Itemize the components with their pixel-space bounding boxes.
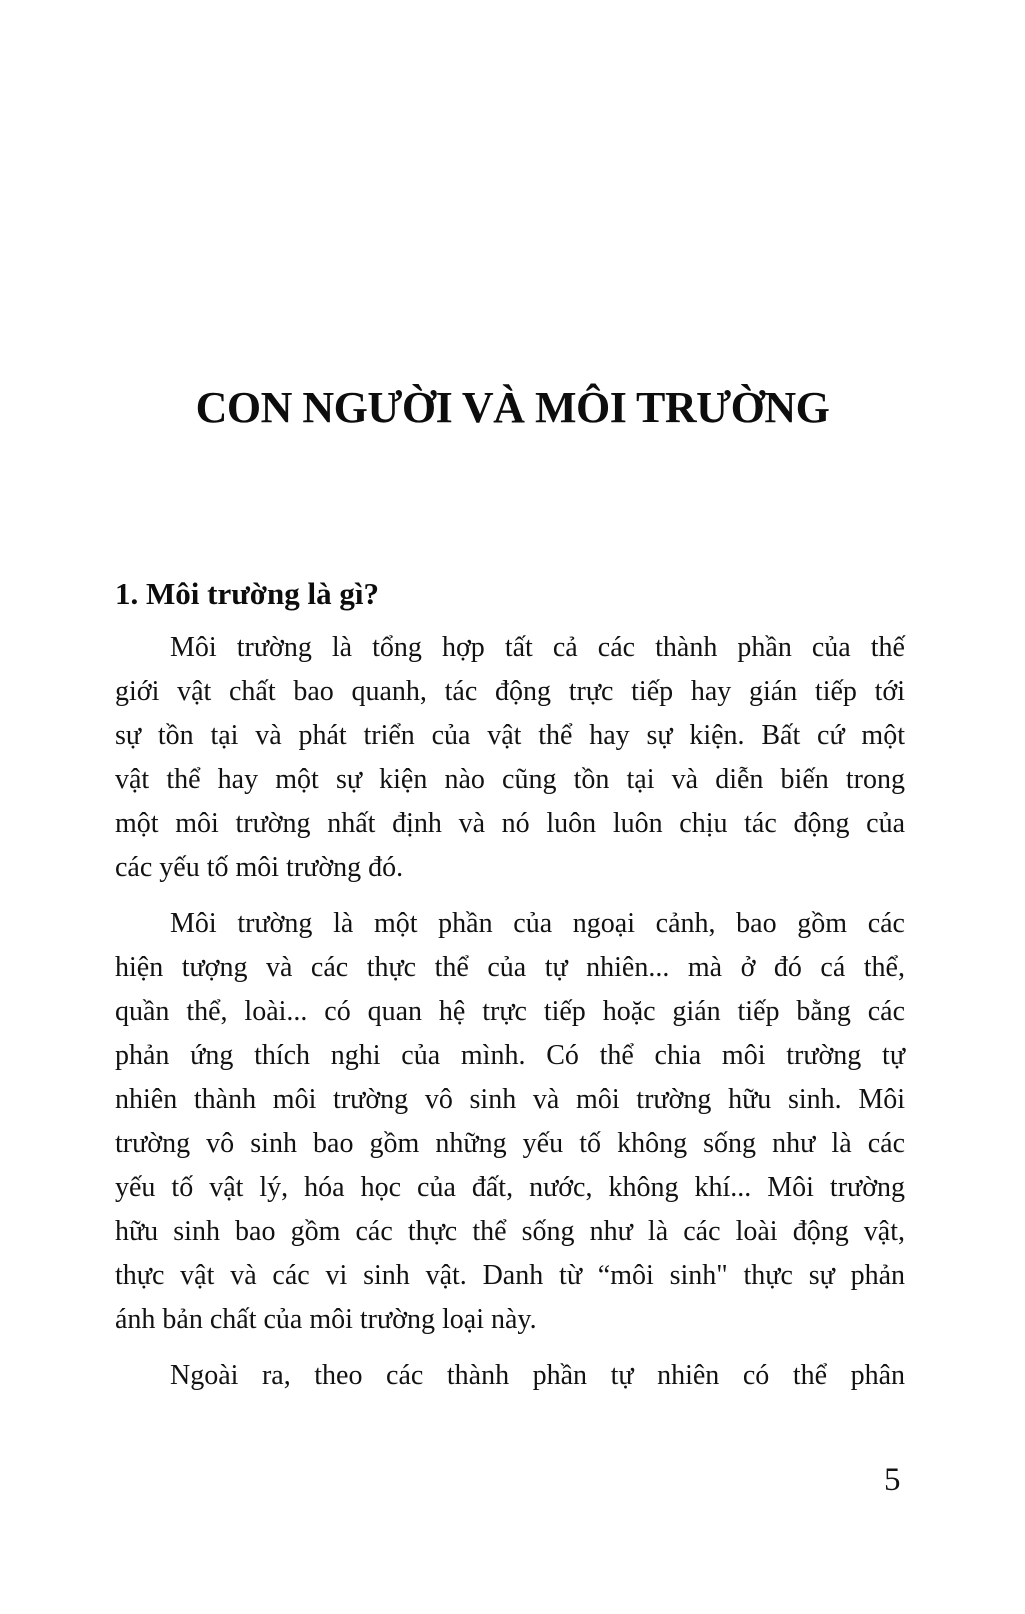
paragraphs bbox=[115, 626, 905, 1398]
text-line: vật thể hay một sự kiện nào cũng tồn tại và diễn biến trong bbox=[115, 764, 905, 795]
text-line: Môi trường là tổng hợp tất cả các thành phần của thế bbox=[170, 632, 905, 663]
text-line: trường vô sinh bao gồm những yếu tố không sống như là các bbox=[115, 1128, 905, 1159]
page-title: CON NGƯỜI VÀ MÔI TRƯỜNG bbox=[195, 383, 830, 432]
text-line: ánh bản chất của môi trường loại này. bbox=[115, 1304, 537, 1335]
text-line: sự tồn tại và phát triển của vật thể hay sự kiện. Bất cứ một bbox=[115, 720, 905, 751]
text-line: yếu tố vật lý, hóa học của đất, nước, không khí... Môi trường bbox=[115, 1172, 905, 1203]
text-line: hữu sinh bao gồm các thực thể sống như là các loài động vật, bbox=[115, 1216, 905, 1247]
text-line: Môi trường là một phần của ngoại cảnh, bao gồm các bbox=[170, 908, 905, 939]
paragraph bbox=[115, 626, 905, 890]
text-line: các yếu tố môi trường đó. bbox=[115, 852, 404, 883]
section-heading: 1. Môi trường là gì? bbox=[115, 576, 379, 611]
text-line: thực vật và các vi sinh vật. Danh từ “môi sinh" thực sự phản bbox=[115, 1260, 905, 1291]
text-line: Ngoài ra, theo các thành phần tự nhiên có thể phân bbox=[170, 1360, 905, 1391]
text-line: hiện tượng và các thực thể của tự nhiên... mà ở đó cá thể, bbox=[115, 952, 905, 983]
paragraph bbox=[115, 1354, 905, 1398]
text-line: một môi trường nhất định và nó luôn luôn chịu tác động của bbox=[115, 808, 905, 839]
paragraph bbox=[115, 902, 905, 1342]
text-line: quần thể, loài... có quan hệ trực tiếp hoặc gián tiếp bằng các bbox=[115, 996, 905, 1027]
text-line: giới vật chất bao quanh, tác động trực tiếp hay gián tiếp tới bbox=[115, 676, 905, 707]
text-line: nhiên thành môi trường vô sinh và môi trường hữu sinh. Môi bbox=[115, 1084, 905, 1115]
text-line: phản ứng thích nghi của mình. Có thể chia môi trường tự bbox=[115, 1040, 905, 1071]
page-number: 5 bbox=[884, 1462, 901, 1498]
content-area bbox=[115, 572, 905, 1410]
